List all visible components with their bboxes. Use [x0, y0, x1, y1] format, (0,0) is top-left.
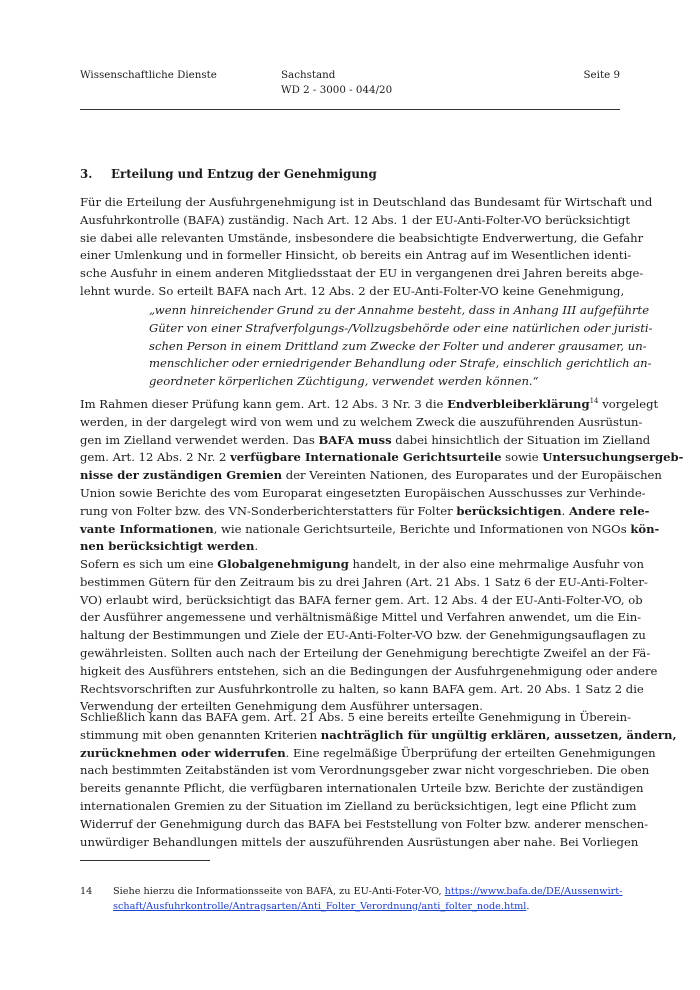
quote-line: schen Person in einem Drittland zum Zwecke der Folter und anderer grausamer, un- [149, 338, 647, 353]
header-page-number: Seite 9 [583, 69, 620, 81]
text-line: internationalen Gremien zu der Situation im Zielland zu berücksichtigen, legt eine Pflicht zum [80, 798, 637, 813]
text-line: einer Umlenkung und in formeller Hinsicht, ob bereits ein Antrag auf im Wesentlichen identi- [80, 248, 632, 263]
text-line: nisse der zuständigen Gremien der Vereinten Nationen, des Europarates und der Europäischen [80, 468, 662, 483]
quote-line: „wenn hinreichender Grund zu der Annahme besteht, dass in Anhang III aufgeführte [149, 303, 650, 317]
quote-line: Güter von einer Strafverfolgungs-/Vollzugsbehörde oder eine natürlichen oder juristi- [149, 320, 653, 335]
footnote-text: Siehe hierzu die Informationsseite von BAFA, zu EU-Anti-Foter-VO, https://www.bafa.de/DE/Aussenwirt- schaft/Ausfuhrkontrolle/Antragsarten/Anti_Folter_Verordnung/anti_folter_node.html. [113, 886, 623, 912]
paragraph-2 [80, 396, 684, 556]
text-line: zurücknehmen oder widerrufen. Eine regelmäßige Überprüfung der erteilten Genehmigungen [80, 745, 656, 760]
header-doc-id: WD 2 - 3000 - 044/20 [281, 84, 393, 96]
text-line: gem. Art. 12 Abs. 2 Nr. 2 verfügbare Internationale Gerichtsurteile sowie Untersuchungsergeb- [80, 450, 684, 465]
text-line: nach bestimmten Zeitabständen ist vom Verordnungsgeber zwar nicht vorgeschrieben. Die oben [80, 763, 650, 778]
header-doc-type: Sachstand [281, 69, 336, 81]
section-number: 3. [80, 167, 93, 181]
text-line: haltung der Bestimmungen und Ziele der EU-Anti-Folter-VO bzw. der Genehmigungsauflagen zu [80, 628, 646, 643]
text-line: Rechtsvorschriften zur Ausfuhrkontrolle zu halten, so kann BAFA gem. Art. 20 Abs. 1 Satz 2 die [80, 681, 644, 696]
header-org: Wissenschaftliche Dienste [80, 69, 217, 81]
text-line: vante Informationen, wie nationale Gerichtsurteile, Berichte und Informationen von NGOs kön- [80, 521, 660, 536]
text-line: rung von Folter bzw. des VN-Sonderberichterstatters für Folter berücksichtigen. Andere rele- [80, 503, 650, 518]
quote-line: geordneter körperlichen Züchtigung, verwendet werden können.“ [149, 374, 539, 389]
text-line: gen im Zielland verwendet werden. Das BAFA muss dabei hinsichtlich der Situation im Zielland [80, 432, 651, 447]
text-line: sche Ausfuhr in einem anderen Mitgliedsstaat der EU in vergangenen drei Jahren bereits abge- [80, 266, 644, 281]
section-title: Erteilung und Entzug der Genehmigung [111, 167, 377, 181]
footnote-number: 14 [80, 886, 93, 897]
text-line: Widerruf der Genehmigung durch das BAFA bei Feststellung von Folter bzw. anderer menschen- [80, 816, 649, 831]
text-line: Ausfuhrkontrolle (BAFA) zuständig. Nach Art. 12 Abs. 1 der EU-Anti-Folter-VO berücksichtigt [80, 212, 630, 227]
footnote-link-continued[interactable]: schaft/Ausfuhrkontrolle/Antragsarten/Anti_Folter_Verordnung/anti_folter_node.html [113, 900, 527, 912]
section-heading [80, 167, 377, 181]
paragraph-4 [80, 709, 677, 851]
text-line: higkeit des Ausführers entstehen, sich an die Bedingungen der Ausfuhrgenehmigung oder andere [80, 663, 658, 678]
text-line: bereits genannte Pflicht, die verfügbaren internationalen Urteile bzw. Berichte der zuständigen [80, 781, 644, 796]
block-quote [149, 302, 653, 391]
text-line: Union sowie Berichte des vom Europarat eingesetzten Europäischen Ausschusses zur Verhinde- [80, 485, 646, 500]
text-line: stimmung mit oben genannten Kriterien nachträglich für ungültig erklären, aussetzen, ändern, [80, 727, 677, 742]
text-line: Für die Erteilung der Ausfuhrgenehmigung ist in Deutschland das Bundesamt für Wirtschaft und [80, 195, 653, 209]
text-line: nen berücksichtigt werden. [80, 539, 259, 554]
quote-line: menschlicher oder erniedrigender Behandlung oder Strafe, einschlich gerichtlich an- [149, 356, 652, 371]
text-line: der Ausführer angemessene und verhältnismäßige Mittel und Verfahren anwendet, um die Ein- [80, 610, 642, 625]
text-line: Sofern es sich um eine Globalgenehmigung handelt, in der also eine mehrmalige Ausfuhr von [80, 557, 644, 571]
footnote-ref[interactable]: 14 [589, 397, 599, 405]
footnote-divider [80, 860, 210, 861]
text-line: werden, in der dargelegt wird von wem und zu welchem Zweck die auszuführenden Ausrüstun- [80, 414, 643, 429]
header-divider [80, 109, 620, 110]
paragraph-3 [80, 556, 658, 716]
text-line: Schließlich kann das BAFA gem. Art. 21 Abs. 5 eine bereits erteilte Genehmigung in Überein- [80, 710, 632, 724]
text-line: VO) erlaubt wird, berücksichtigt das BAFA ferner gem. Art. 12 Abs. 4 der EU-Anti-Folter-VO, ob [80, 592, 643, 607]
text-line: sie dabei alle relevanten Umstände, insbesondere die beabsichtigte Endverwertung, die Gefahr [80, 230, 644, 245]
text-line: unwürdiger Behandlungen mittels der auszuführenden Ausrüstungen aber nahe. Bei Vorliegen [80, 834, 639, 849]
text-line: Verwendung der erteilten Genehmigung dem Ausführer untersagen. [80, 699, 483, 714]
text-line: bestimmen Gütern für den Zeitraum bis zu drei Jahren (Art. 21 Abs. 1 Satz 6 der EU-Anti-Folter- [80, 574, 648, 589]
text-line: Im Rahmen dieser Prüfung kann gem. Art. 12 Abs. 3 Nr. 3 die Endverbleiberklärung$^{14}$ vorgelegt [80, 397, 659, 411]
paragraph-1 [80, 194, 653, 301]
footnote-link[interactable]: https://www.bafa.de/DE/Aussenwirt- [444, 886, 623, 897]
text-line: lehnt wurde. So erteilt BAFA nach Art. 12 Abs. 2 der EU-Anti-Folter-VO keine Genehmigung, [80, 283, 625, 298]
text-line: gewährleisten. Sollten auch nach der Erteilung der Genehmigung berechtigte Zweifel an der Fä- [80, 645, 651, 660]
